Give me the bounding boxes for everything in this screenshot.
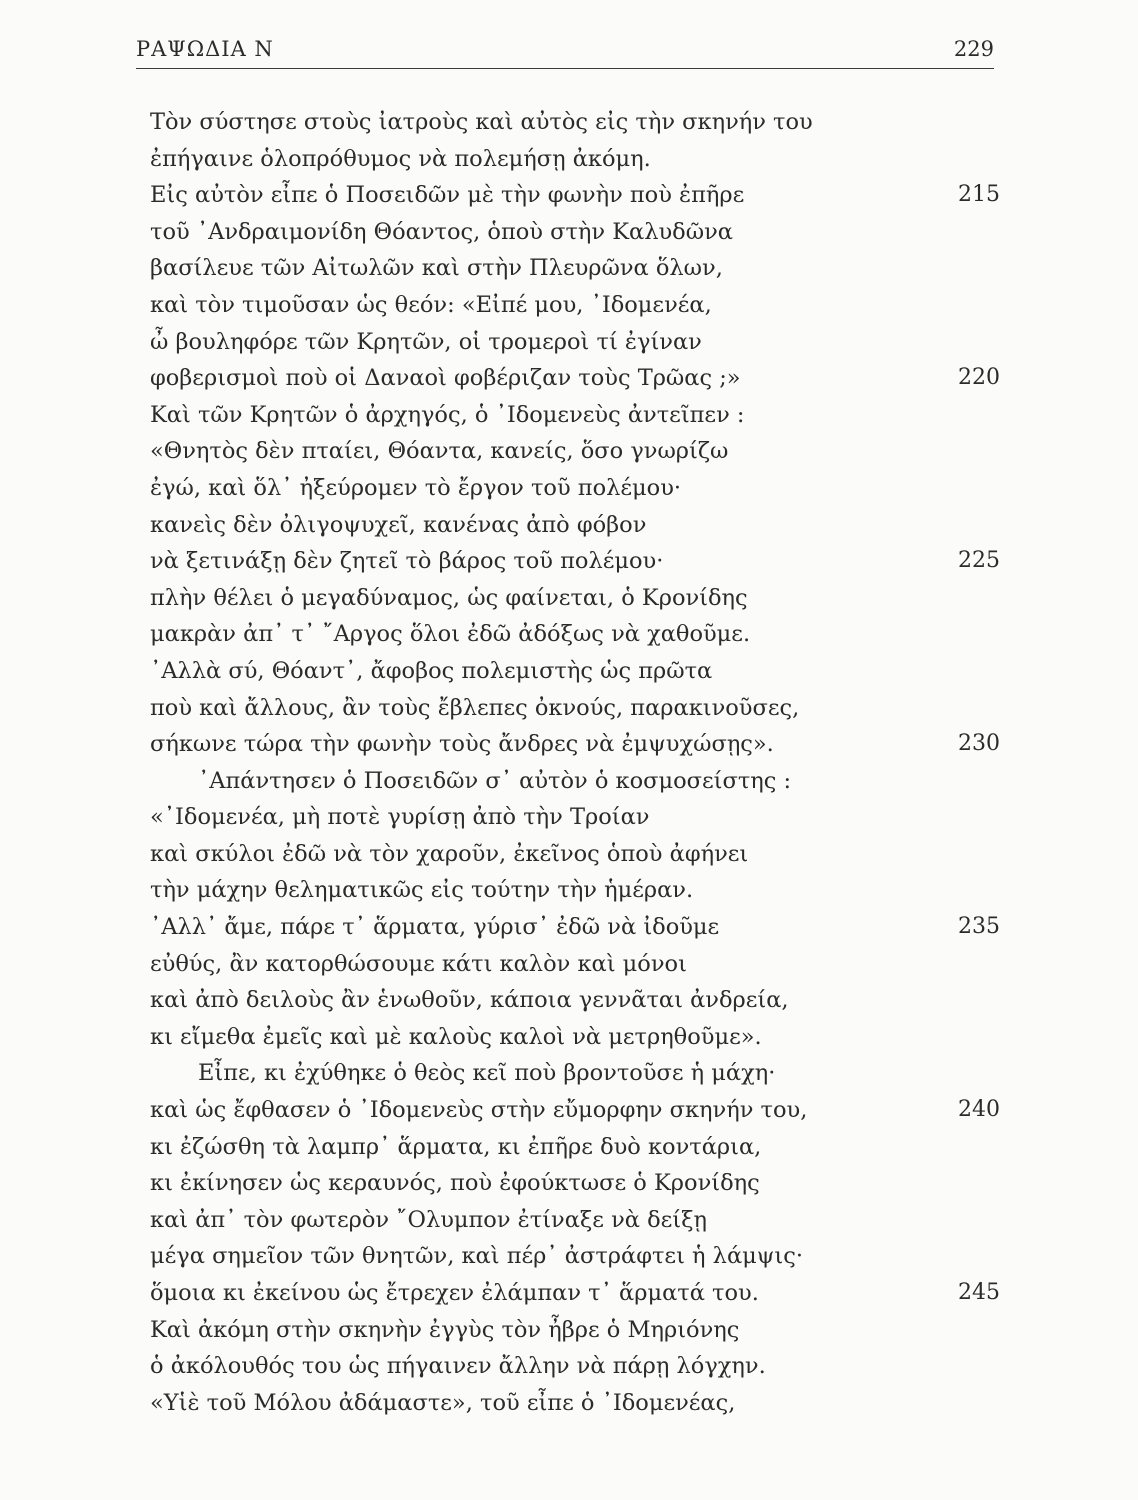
verse-line — [150, 543, 1000, 580]
verse-text: τοῦ ᾿Ανδραιμονίδη Θόαντος, ὁποὺ στὴν Καλυδῶνα — [150, 218, 733, 245]
verse-line — [150, 872, 1000, 909]
verse-text: «᾿Ιδομενέα, μὴ ποτὲ γυρίσῃ ἀπὸ τὴν Τροίαν — [150, 804, 650, 831]
verse-line — [150, 653, 1000, 690]
line-number: 225 — [958, 548, 1000, 574]
verse-line — [150, 580, 1000, 617]
verse-text: κι εἴμεθα ἐμεῖς καὶ μὲ καλοὺς καλοὶ νὰ μετρηθοῦμε». — [150, 1023, 762, 1050]
verse-text: κι ἐζώσθη τὰ λαμπρ᾿ ἅρματα, κι ἐπῆρε δυὸ κοντάρια, — [150, 1133, 762, 1160]
verse-line — [150, 690, 1000, 727]
verse-line — [150, 1129, 1000, 1166]
line-number: 235 — [958, 914, 1000, 940]
verse-line — [150, 1202, 1000, 1239]
verse-line — [150, 507, 1000, 544]
line-number: 240 — [958, 1097, 1000, 1123]
verse-line — [150, 397, 1000, 434]
verse-text: ᾿Αλλ᾿ ἄμε, πάρε τ᾿ ἅρματα, γύρισ᾿ ἐδῶ νὰ ἰδοῦμε — [150, 914, 720, 941]
verse-text: ἐπήγαινε ὁλοπρόθυμος νὰ πολεμήσῃ ἀκόμη. — [150, 145, 651, 172]
running-head — [136, 34, 994, 64]
verse-block — [150, 104, 1000, 1421]
verse-line — [150, 616, 1000, 653]
verse-text: σήκωνε τώρα τὴν φωνὴν τοὺς ἄνδρες νὰ ἐμψυχώσῃς». — [150, 731, 774, 758]
verse-text: φοβερισμοὶ ποὺ οἱ Δαναοὶ φοβέριζαν τοὺς Τρῶας ;» — [150, 365, 741, 392]
verse-line — [150, 287, 1000, 324]
verse-text: μακρὰν ἀπ᾿ τ᾿ ῎Αργος ὅλοι ἐδῶ ἀδόξως νὰ χαθοῦμε. — [150, 621, 751, 648]
verse-text: νὰ ξετινάξῃ δὲν ζητεῖ τὸ βάρος τοῦ πολέμου· — [150, 548, 664, 575]
verse-text: καὶ ὡς ἔφθασεν ὁ ᾿Ιδομενεὺς στὴν εὔμορφην σκηνήν του, — [150, 1097, 808, 1124]
header-rule — [136, 68, 994, 69]
verse-line — [150, 799, 1000, 836]
verse-line — [150, 946, 1000, 983]
verse-text: κι ἐκίνησεν ὡς κεραυνός, ποὺ ἐφούκτωσε ὁ Κρονίδης — [150, 1170, 760, 1197]
verse-line — [150, 141, 1000, 178]
verse-text: ὁ ἀκόλουθός του ὡς πήγαινεν ἄλλην νὰ πάρῃ λόγχην. — [150, 1353, 766, 1380]
verse-text: βασίλευε τῶν Αἰτωλῶν καὶ στὴν Πλευρῶνα ὅλων, — [150, 255, 723, 282]
verse-text: Εἶπε, κι ἐχύθηκε ὁ θεὸς κεῖ ποὺ βροντοῦσε ἡ μάχη· — [198, 1060, 776, 1087]
verse-text: «Υἱὲ τοῦ Μόλου ἀδάμαστε», τοῦ εἶπε ὁ ᾿Ιδομενέας, — [150, 1389, 736, 1416]
verse-line — [150, 836, 1000, 873]
verse-line — [150, 470, 1000, 507]
verse-text: ᾿Αλλὰ σύ, Θόαντ᾿, ἄφοβος πολεμιστὴς ὡς πρῶτα — [150, 657, 713, 684]
verse-line — [150, 433, 1000, 470]
verse-line — [150, 1348, 1000, 1385]
verse-text: Τὸν σύστησε στοὺς ἰατροὺς καὶ αὐτὸς εἰς τὴν σκηνήν του — [150, 109, 813, 135]
verse-text: ὅμοια κι ἐκείνου ὡς ἔτρεχεν ἐλάμπαν τ᾿ ἅρματά του. — [150, 1280, 759, 1306]
verse-line — [150, 324, 1000, 361]
verse-text: Εἰς αὐτὸν εἶπε ὁ Ποσειδῶν μὲ τὴν φωνὴν ποὺ ἐπῆρε — [150, 182, 745, 209]
verse-text: ἐγώ, καὶ ὅλ᾿ ἠξεύρομεν τὸ ἔργον τοῦ πολέμου· — [150, 474, 682, 501]
verse-line — [150, 360, 1000, 397]
verse-line — [150, 763, 1000, 800]
verse-text: «Θνητὸς δὲν πταίει, Θόαντα, κανείς, ὅσο γνωρίζω — [150, 438, 729, 465]
line-number: 245 — [958, 1280, 1000, 1305]
line-number: 230 — [958, 731, 1000, 757]
page-number: 229 — [953, 37, 994, 61]
verse-text: πλὴν θέλει ὁ μεγαδύναμος, ὡς φαίνεται, ὁ Κρονίδης — [150, 584, 748, 611]
verse-text: ποὺ καὶ ἄλλους, ἂν τοὺς ἔβλεπες ὀκνούς, παρακινοῦσες, — [150, 694, 800, 721]
verse-text: ᾿Απάντησεν ὁ Ποσειδῶν σ᾿ αὐτὸν ὁ κοσμοσείστης : — [198, 767, 792, 794]
verse-text: καὶ ἀπ᾿ τὸν φωτερὸν ῎Ολυμπον ἐτίναξε νὰ δείξῃ — [150, 1206, 708, 1233]
verse-text: μέγα σημεῖον τῶν θνητῶν, καὶ πέρ᾿ ἀστράφτει ἡ λάμψις· — [150, 1243, 803, 1270]
verse-line — [150, 909, 1000, 946]
chapter-title: ΡΑΨΩΔΙΑ Ν — [136, 37, 274, 61]
verse-text: ὦ βουληφόρε τῶν Κρητῶν, οἱ τρομεροὶ τί ἐγίναν — [150, 328, 702, 355]
verse-line — [150, 177, 1000, 214]
verse-text: κανεὶς δὲν ὀλιγοψυχεῖ, κανένας ἀπὸ φόβον — [150, 511, 647, 538]
verse-line — [150, 1312, 1000, 1349]
verse-line — [150, 1092, 1000, 1129]
verse-text: εὐθύς, ἂν κατορθώσουμε κάτι καλὸν καὶ μόνοι — [150, 950, 687, 977]
verse-line — [150, 1385, 1000, 1422]
line-number: 215 — [958, 182, 1000, 208]
verse-line — [150, 982, 1000, 1019]
verse-text: Καὶ ἀκόμη στὴν σκηνὴν ἐγγὺς τὸν ἦβρε ὁ Μηριόνης — [150, 1316, 740, 1343]
verse-line — [150, 1238, 1000, 1275]
verse-line — [150, 1055, 1000, 1092]
verse-line — [150, 104, 1000, 141]
verse-line — [150, 250, 1000, 287]
verse-text: καὶ ἀπὸ δειλοὺς ἂν ἑνωθοῦν, κάποια γεννᾶται ἀνδρεία, — [150, 987, 789, 1014]
verse-text: καὶ τὸν τιμοῦσαν ὡς θεόν: «Εἰπέ μου, ᾿Ιδομενέα, — [150, 291, 712, 318]
verse-line — [150, 214, 1000, 251]
verse-text: καὶ σκύλοι ἐδῶ νὰ τὸν χαροῦν, ἐκεῖνος ὁποὺ ἀφήνει — [150, 840, 749, 867]
line-number: 220 — [958, 365, 1000, 391]
verse-line — [150, 1019, 1000, 1056]
verse-line — [150, 726, 1000, 763]
verse-line — [150, 1165, 1000, 1202]
verse-text: τὴν μάχην θεληματικῶς εἰς τούτην τὴν ἡμέραν. — [150, 877, 694, 904]
verse-text: Καὶ τῶν Κρητῶν ὁ ἀρχηγός, ὁ ᾿Ιδομενεὺς ἀντεῖπεν : — [150, 401, 745, 428]
verse-line — [150, 1275, 1000, 1312]
